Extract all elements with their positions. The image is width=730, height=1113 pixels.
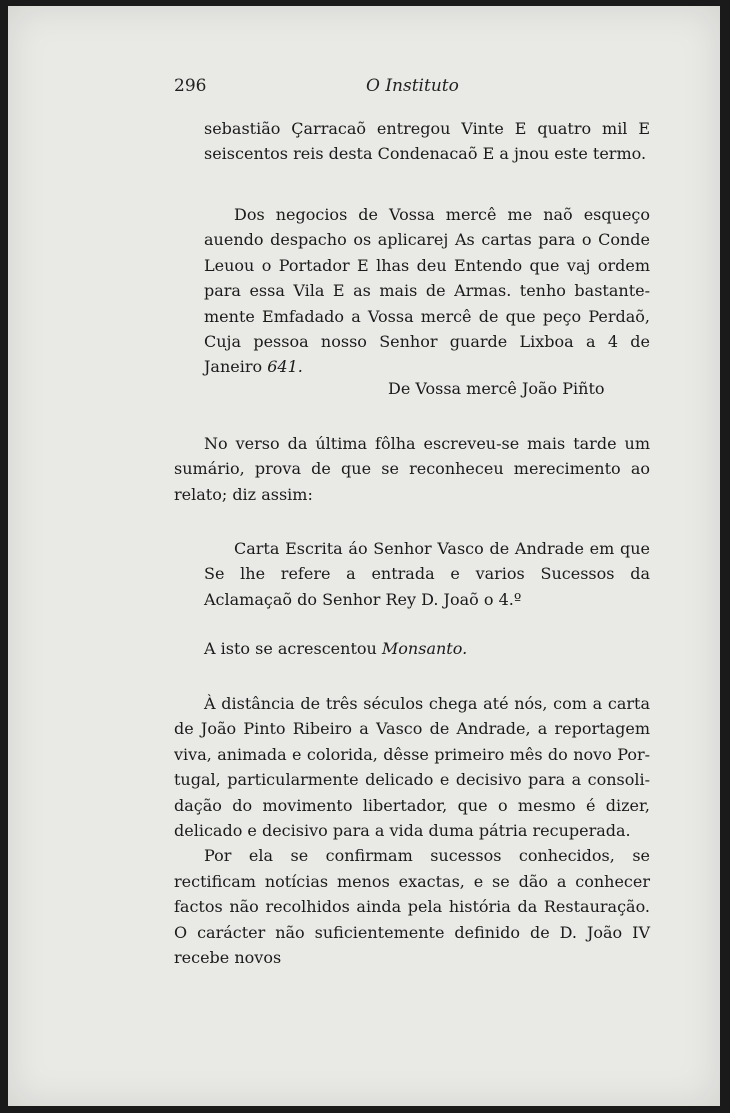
page-header <box>174 76 654 100</box>
letter-main-text: Dos negocios de Vossa mercê me naõ esqueço auendo despacho os aplicarej As cartas para o Conde Leuou o Portador E lhas deu Entendo que vaj ordem para essa Vila E as mais de Armas. tenho bastantemente Emfadado a Vossa mercê de que peço Perdaõ, Cuja pessoa nosso Senhor guarde Lixboa a 4 de Janeiro <box>204 205 650 377</box>
letter-main-paragraph <box>204 202 650 380</box>
analysis-paragraph-2: Por ela se confirmam sucessos conhecidos, se rectificam notícias menos exactas, e se dão a conhecer factos não recolhidos ainda pela história da Restauração. O carácter não suficientemente definido de D. João IV recebe novos <box>174 846 650 968</box>
letter-closing-paragraph: sebastião Çarracaõ entregou Vinte E quatro mil E seiscentos reis desta Condenacaõ E a jnou este termo. <box>204 119 650 164</box>
summary-quote: Carta Escrita áo Senhor Vasco de Andrade em que Se lhe refere a entrada e varios Sucessos da Aclamaçaõ do Senhor Rey D. Joaõ o 4.º <box>204 539 650 609</box>
analysis-section <box>174 691 650 970</box>
book-page <box>8 6 720 1106</box>
analysis-paragraph-1: À distância de três séculos chega até nós, com a carta de João Pinto Ribeiro a Vasco de Andrade, a reportagem viva, animada e colorida, dêsse primeiro mês do novo Portugal, particularmente delicado e decisivo para a consolidação do movimento libertador, que o mesmo é dizer, delicado e decisivo para a vida duma pátria recuperada. <box>174 694 650 841</box>
running-title: O Instituto <box>366 76 459 96</box>
addition-note <box>204 636 650 661</box>
letter-signature: De Vossa mercê João Piñto <box>388 379 605 398</box>
letter-year: 641. <box>267 357 303 377</box>
addition-prefix: A isto se acrescentou <box>204 639 377 658</box>
addition-word: Monsanto. <box>381 639 468 658</box>
verso-note-paragraph: No verso da última fôlha escreveu-se mais tarde um sumário, prova de que se reconheceu merecimento ao relato; diz assim: <box>174 434 650 504</box>
page-number: 296 <box>174 76 207 96</box>
